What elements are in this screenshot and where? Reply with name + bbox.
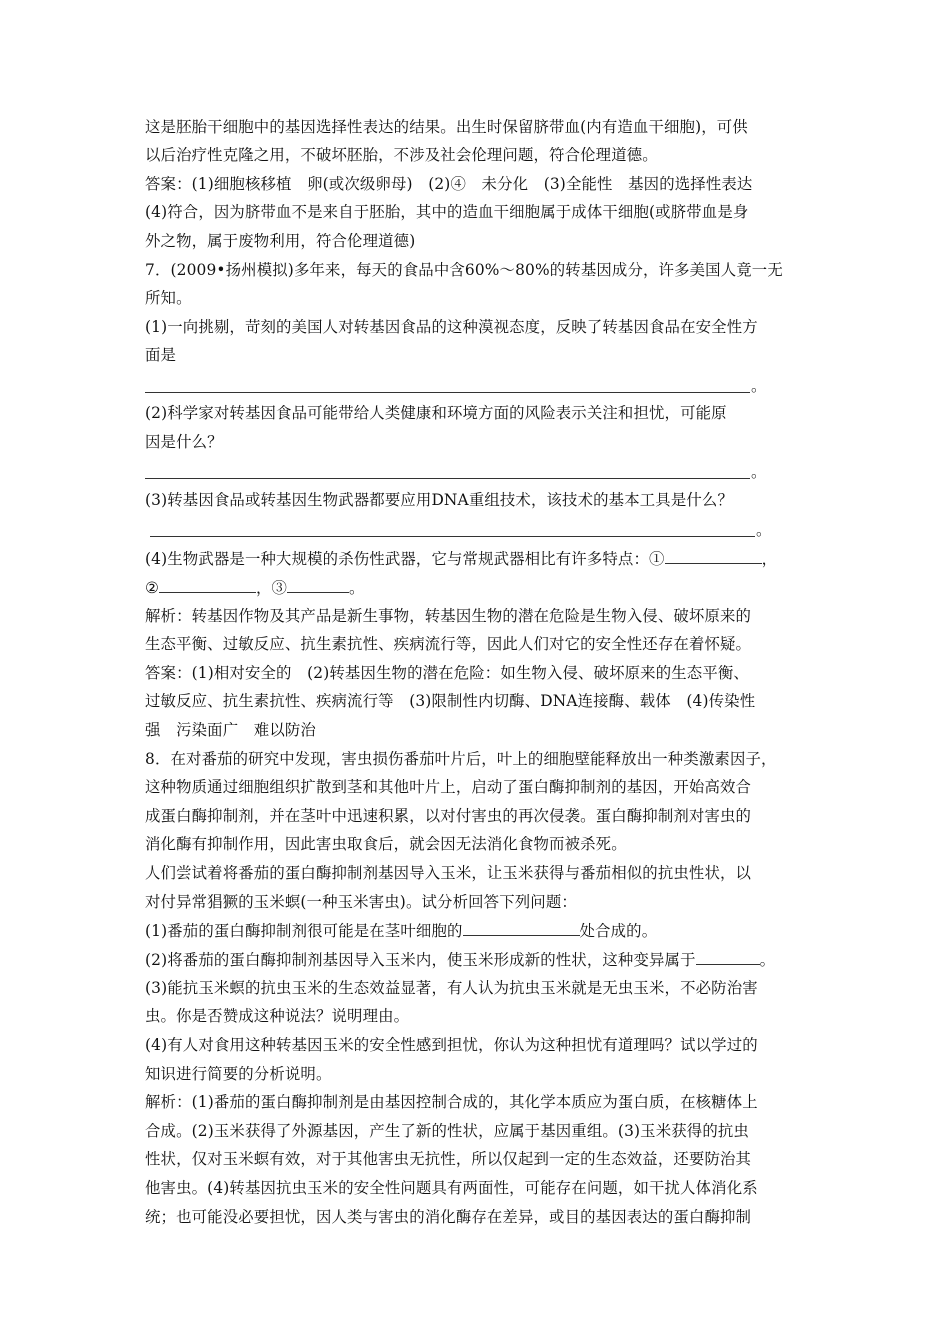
text-line: 以后治疗性克隆之用，不破坏胚胎，不涉及社会伦理问题，符合伦理道德。 [145, 146, 658, 164]
text-line: 因是什么？ [145, 433, 223, 451]
question-7-3: (3)转基因食品或转基因生物武器都要应用DNA重组技术，该技术的基本工具是什么？ [145, 491, 734, 509]
text-line: 成蛋白酶抑制剂，并在茎叶中迅速积累，以对付害虫的再次侵袭。蛋白酶抑制剂对害虫的 [145, 807, 752, 825]
text-line: 外之物，属于废物利用，符合伦理道德) [145, 232, 416, 250]
answer-line: 答案：(1)相对安全的 (2)转基因生物的潜在危险：如生物入侵、破坏原来的生态平衡、 [145, 664, 749, 682]
question-8-title: 8．在对番茄的研究中发现，害虫损伤番茄叶片后，叶上的细胞壁能释放出一种类激素因子， [145, 750, 777, 768]
question-text: (4)生物武器是一种大规模的杀伤性武器，它与常规武器相比有许多特点：① [145, 550, 665, 568]
answer-blank-8-1[interactable] [463, 920, 580, 936]
text-line: 生态平衡、过敏反应、抗生素抗性、疾病流行等，因此人们对它的安全性还存在着怀疑。 [145, 635, 752, 653]
question-text: (2)将番茄的蛋白酶抑制剂基因导入玉米内，使玉米形成新的性状，这种变异属于 [145, 951, 696, 969]
blank-end-period: 。 [751, 377, 767, 395]
text-line: 合成。(2)玉米获得了外源基因，产生了新的性状，应属于基因重组。(3)玉米获得的抗虫 [145, 1122, 749, 1140]
question-8-3: (3)能抗玉米螟的抗虫玉米的生态效益显著，有人认为抗虫玉米就是无虫玉米，不必防治害 [145, 979, 758, 997]
text-line: (4)符合，因为脐带血不是来自于胚胎，其中的造血干细胞属于成体干细胞(或脐带血是身 [145, 203, 749, 221]
question-8-4: (4)有人对食用这种转基因玉米的安全性感到担忧，你认为这种担忧有道理吗？试以学过的 [145, 1036, 758, 1054]
question-8-1 [145, 920, 657, 941]
text-line: 他害虫。(4)转基因抗虫玉米的安全性问题具有两面性，可能存在问题，如干扰人体消化系 [145, 1179, 758, 1197]
question-text: (1)番茄的蛋白酶抑制剂很可能是在茎叶细胞的 [145, 922, 463, 940]
question-8-2 [145, 949, 775, 970]
answer-line: 答案：(1)细胞核移植 卵(或次级卵母) (2)④ 未分化 (3)全能性 基因的选择性表达 [145, 175, 753, 193]
answer-blank-7-2[interactable] [145, 462, 765, 482]
text-line: 强 污染面广 难以防治 [145, 721, 316, 739]
answer-blank-8-2[interactable] [696, 949, 760, 965]
text-line: 这种物质通过细胞组织扩散到茎和其他叶片上，启动了蛋白酶抑制剂的基因，开始高效合 [145, 778, 752, 796]
blank-end-period: 。 [751, 463, 767, 481]
text-line: 人们尝试着将番茄的蛋白酶抑制剂基因导入玉米，让玉米获得与番茄相似的抗虫性状，以 [145, 864, 752, 882]
text-line: 统；也可能没必要担忧，因人类与害虫的消化酶存在差异，或目的基因表达的蛋白酶抑制 [145, 1208, 752, 1226]
period: 。 [349, 579, 365, 597]
answer-blank-7-1[interactable] [145, 376, 765, 396]
analysis-line: 解析：(1)番茄的蛋白酶抑制剂是由基因控制合成的，其化学本质应为蛋白质，在核糖体上 [145, 1093, 758, 1111]
text-line: 所知。 [145, 289, 192, 307]
text-line: 面是 [145, 346, 177, 364]
text-line: 对付异常猖獗的玉米螟(一种玉米害虫)。试分析回答下列问题： [145, 893, 577, 911]
text-line: 这是胚胎干细胞中的基因选择性表达的结果。出生时保留脐带血(内有造血干细胞)，可供 [145, 118, 748, 136]
question-text-end: 处合成的。 [579, 922, 658, 940]
blank-rule [145, 478, 750, 479]
analysis-line: 解析：转基因作物及其产品是新生事物，转基因生物的潜在危险是生物入侵、破坏原来的 [145, 607, 752, 625]
question-7-4-cont [145, 577, 365, 598]
period: 。 [759, 951, 776, 969]
blank-rule [145, 392, 750, 393]
answer-blank-1[interactable] [665, 548, 762, 564]
text-line: 性状，仅对玉米螟有效，对于其他害虫无抗性，所以仅起到一定的生态效益，还要防治其 [145, 1150, 752, 1168]
marker-2: ② [145, 579, 159, 597]
marker-3: ，③ [255, 579, 288, 597]
question-7-title: 7．(2009•扬州模拟)多年来，每天的食品中含60%～80%的转基因成分，许多美国人竟一无 [145, 261, 783, 279]
blank-end-period: 。 [756, 521, 772, 539]
comma: ， [761, 550, 778, 568]
text-line: 消化酶有抑制作用，因此害虫取食后，就会因无法消化食物而被杀死。 [145, 835, 627, 853]
text-line: 虫。你是否赞成这种说法？说明理由。 [145, 1007, 410, 1025]
text-line: 过敏反应、抗生素抗性、疾病流行等 (3)限制性内切酶、DNA连接酶、载体 (4)传染性 [145, 692, 756, 710]
answer-blank-2[interactable] [159, 577, 256, 593]
text-line: 知识进行简要的分析说明。 [145, 1065, 332, 1083]
answer-blank-7-3[interactable] [150, 520, 780, 540]
answer-blank-3[interactable] [287, 577, 349, 593]
question-7-4 [145, 548, 777, 569]
blank-rule [150, 536, 755, 537]
question-7-1: (1)一向挑剔，苛刻的美国人对转基因食品的这种漠视态度，反映了转基因食品在安全性方 [145, 318, 758, 336]
question-7-2: (2)科学家对转基因食品可能带给人类健康和环境方面的风险表示关注和担忧，可能原 [145, 404, 727, 422]
